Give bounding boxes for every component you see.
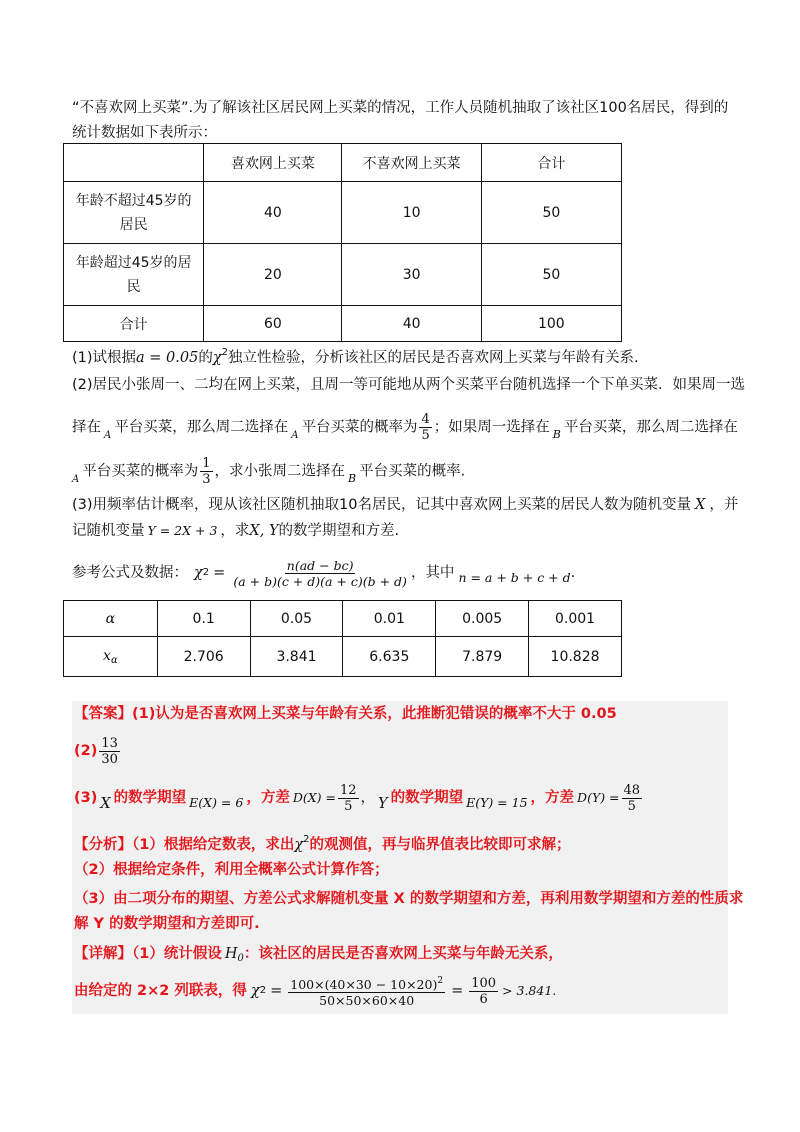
analysis-label: 【分析】 [74,837,132,853]
table-header-cell: 喜欢网上买菜 [204,144,342,182]
table-cell: 40 [342,306,481,342]
x-label: x [103,647,111,664]
table-cell: 100 [481,306,621,342]
var-x: X [100,796,111,812]
q2-text: 择在 [72,419,101,436]
reference-label: 参考公式及数据： [72,565,188,581]
row-label [64,244,204,306]
critical-value-table [63,600,622,677]
analysis-text: （1）根据给定数表，求出 [132,837,295,853]
platform-b-label: B [552,427,561,441]
reference-formula: 参考公式及数据： χ 2 = $\frac{n(ad - bc)}{(a + b)(c + d)(a + c)(b + d)}$ ，其中 n = a + b + c + d . [72,557,576,589]
var-x: X [695,497,706,513]
x-subscript: α [110,654,118,666]
chi-square-computation [288,974,445,1008]
analysis-text: 的观测值，再与临界值表比较即可求解； [309,837,571,853]
q2-text: 平台买菜，那么周二选择在 [563,419,738,436]
q3-text: 记随机变量 [72,523,145,539]
table-cell: 2.706 [157,637,250,677]
table-cell: 40 [204,182,342,244]
table-cell: 10.828 [529,637,622,677]
table-cell: 0.1 [157,601,250,637]
detail-text: 由给定的 2×2 列联表，得 [74,983,247,999]
row-label-line: 年龄不超过45岁的 [75,192,192,209]
answer-label: 【答案】 [74,706,132,722]
table-cell: 10 [342,182,481,244]
answer-text: ，方差 [530,790,575,806]
x-row [64,637,622,677]
question-1: (1)试根据a = 0.05的$\chi^2$独立性检验，分析该社区的居民是否喜欢网上买菜与年龄有关系. [72,347,639,366]
expectation-x: E(X) = 6 [189,795,244,810]
row-label-line: 居民 [119,216,148,233]
chi-symbol: χ [212,350,222,366]
table-cell: 6.635 [343,637,436,677]
detail-text: ：该社区的居民是否喜欢网上买菜与年龄无关系， [243,946,563,962]
variance-x-label: D(X) = [292,790,336,805]
table-cell: 0.005 [436,601,529,637]
table-header-cell: 不喜欢网上买菜 [342,144,481,182]
q1-text: 独立性检验，分析该社区的居民是否喜欢网上买菜与年龄有关系. [228,350,639,366]
q2-text: 平台买菜的概率. [359,463,466,480]
variance-y-label: D(Y) = [577,790,620,805]
h-symbol: H [224,946,238,962]
q3-text: 的数学期望和方差. [278,523,400,539]
q2-text: ；如果周一选择在 [433,419,550,436]
question-2-line-2 [72,412,738,447]
question-2-line-1: (2)居民小张周一、二均在网上买菜，且周一等可能地从两个买菜平台随机选择一个下单买菜．如果周一选 [72,377,746,393]
table-cell: 7.879 [436,637,529,677]
table-row [64,244,622,306]
analysis-line-4: 解 Y 的数学期望和方差即可. [74,916,260,932]
result-fraction: $\frac{100}{6}$ [471,975,497,1007]
chi-symbol: χ [294,837,304,853]
answer-line-2 [74,734,122,768]
alpha-row [64,601,622,637]
table-cell: 50 [481,182,621,244]
y-definition: Y = 2X + 3 [147,523,218,538]
table-cell: 30 [342,244,481,306]
question-3-line-1 [72,494,738,516]
contingency-table [63,143,622,342]
table-header-row [64,144,622,182]
q2-text: ，求小张周二选择在 [214,463,346,480]
formula-numerator: n(ad − bc) [286,557,354,573]
row-label: 合计 [64,306,204,342]
q1-alpha: a = 0.05 [136,350,199,366]
computation-numerator: $100\times(40\times 30 - 10\times 20)^2$ [290,976,444,992]
table-header-cell: 合计 [481,144,621,182]
q2-text: 平台买菜的概率为 [82,463,199,480]
answer-3-label: (3) [74,790,98,806]
h-subscript: 0 [237,953,244,964]
n-definition: n = a + b + c + d [458,570,571,585]
q2-text: 平台买菜的概率为 [301,419,418,436]
row-label-line: 民 [126,278,141,295]
platform-b-label: B [348,471,357,485]
comparison: > 3.841. [502,983,557,998]
answer-line-1 [74,703,617,725]
chi-square-formula [231,558,409,589]
question-3-line-2 [72,520,399,542]
table-cell: 60 [204,306,342,342]
computation-denominator: 50×50×60×40 [319,993,415,1008]
alpha-label: α [64,601,158,637]
q1-text: (1)试根据 [72,350,137,366]
answer-line-3: (3) X 的数学期望 E(X) = 6 ，方差 D(X) = $\frac{12}{5}$ ， Y 的数学期望 E(Y) = 15 ，方差 D(Y) = $\frac{48}{5}$ [74,782,641,814]
chi-symbol: χ [250,983,260,999]
equals-sign: = [451,983,464,999]
analysis-line-3: （3）由二项分布的期望、方差公式求解随机变量 X 的数学期望和方差，再利用数学期望和方差的性质求 [74,891,744,907]
platform-a-label: A [104,429,112,441]
table-cell: 50 [481,244,621,306]
analysis-line-1: 【分析】（1）根据给定数表，求出$\chi^2$的观测值，再与临界值表比较即可求解； [74,834,571,853]
table-cell: 0.001 [529,601,622,637]
table-header-cell [64,144,204,182]
q3-text: ，求 [220,523,250,539]
q1-text: 的 [198,350,213,366]
intro-line-2: 统计数据如下表所示： [72,125,217,141]
expectation-y: E(Y) = 15 [466,795,528,810]
answer-1: (1)认为是否喜欢网上买菜与年龄有关系，此推断犯错误的概率不大于 0.05 [132,706,617,722]
answer-2-fraction: $\frac{13}{30}$ [101,735,118,767]
row-label-line: 年龄超过45岁的居 [75,254,192,271]
platform-a-label: A [72,473,80,485]
answer-text: 的数学期望 [390,790,464,806]
formula-denominator: (a + b)(c + d)(a + c)(b + d) [233,573,407,589]
row-label [64,182,204,244]
table-cell: 0.01 [343,601,436,637]
reference-where: ，其中 [410,565,455,581]
question-2-line-3 [72,456,465,491]
end-dot: . [570,565,576,581]
table-cell: 20 [204,244,342,306]
platform-a-label: A [291,429,299,441]
table-cell: 3.841 [250,637,343,677]
chi-symbol: χ [194,565,203,581]
answer-text: 的数学期望 [113,790,187,806]
intro-line-1: “不喜欢网上买菜”.为了解该社区居民网上买菜的情况，工作人员随机抽取了该社区100名居民，得到的 [72,100,729,116]
detail-text: （1）统计假设 [132,946,222,962]
variance-y-fraction: $\frac{48}{5}$ [623,782,641,814]
variance-x-fraction: $\frac{12}{5}$ [339,782,357,814]
q2-text: 平台买菜，那么周二选择在 [114,419,289,436]
q3-text: (3)用频率估计概率，现从该社区随机抽取10名居民，记其中喜欢网上买菜的居民人数为随机变量 [72,497,691,513]
vars-xy: X, Y [249,523,279,539]
fraction-one-third: $\frac{1}{3}$ [202,456,211,487]
x-alpha-label [64,637,158,677]
table-row [64,182,622,244]
answer-2-label: (2) [74,743,98,759]
detail-line-1 [74,943,563,970]
fraction-four-fifths: $\frac{4}{5}$ [421,412,430,443]
table-cell: 0.05 [250,601,343,637]
analysis-line-2: （2）根据给定条件，利用全概率公式计算作答； [74,862,389,878]
detail-line-2: 由给定的 2×2 列联表，得 χ 2 = $\frac{100\times(40\times 30 - 10\times 20)^2}{50\times 50\times 60\times 40}$ = $\frac{100}{6}$ > 3.841. [74,975,557,1008]
answer-text: ，方差 [246,790,290,806]
table-row [64,306,622,342]
detail-label: 【详解】 [74,946,132,962]
q3-text: ，并 [709,497,739,513]
var-y: Y [378,796,388,812]
